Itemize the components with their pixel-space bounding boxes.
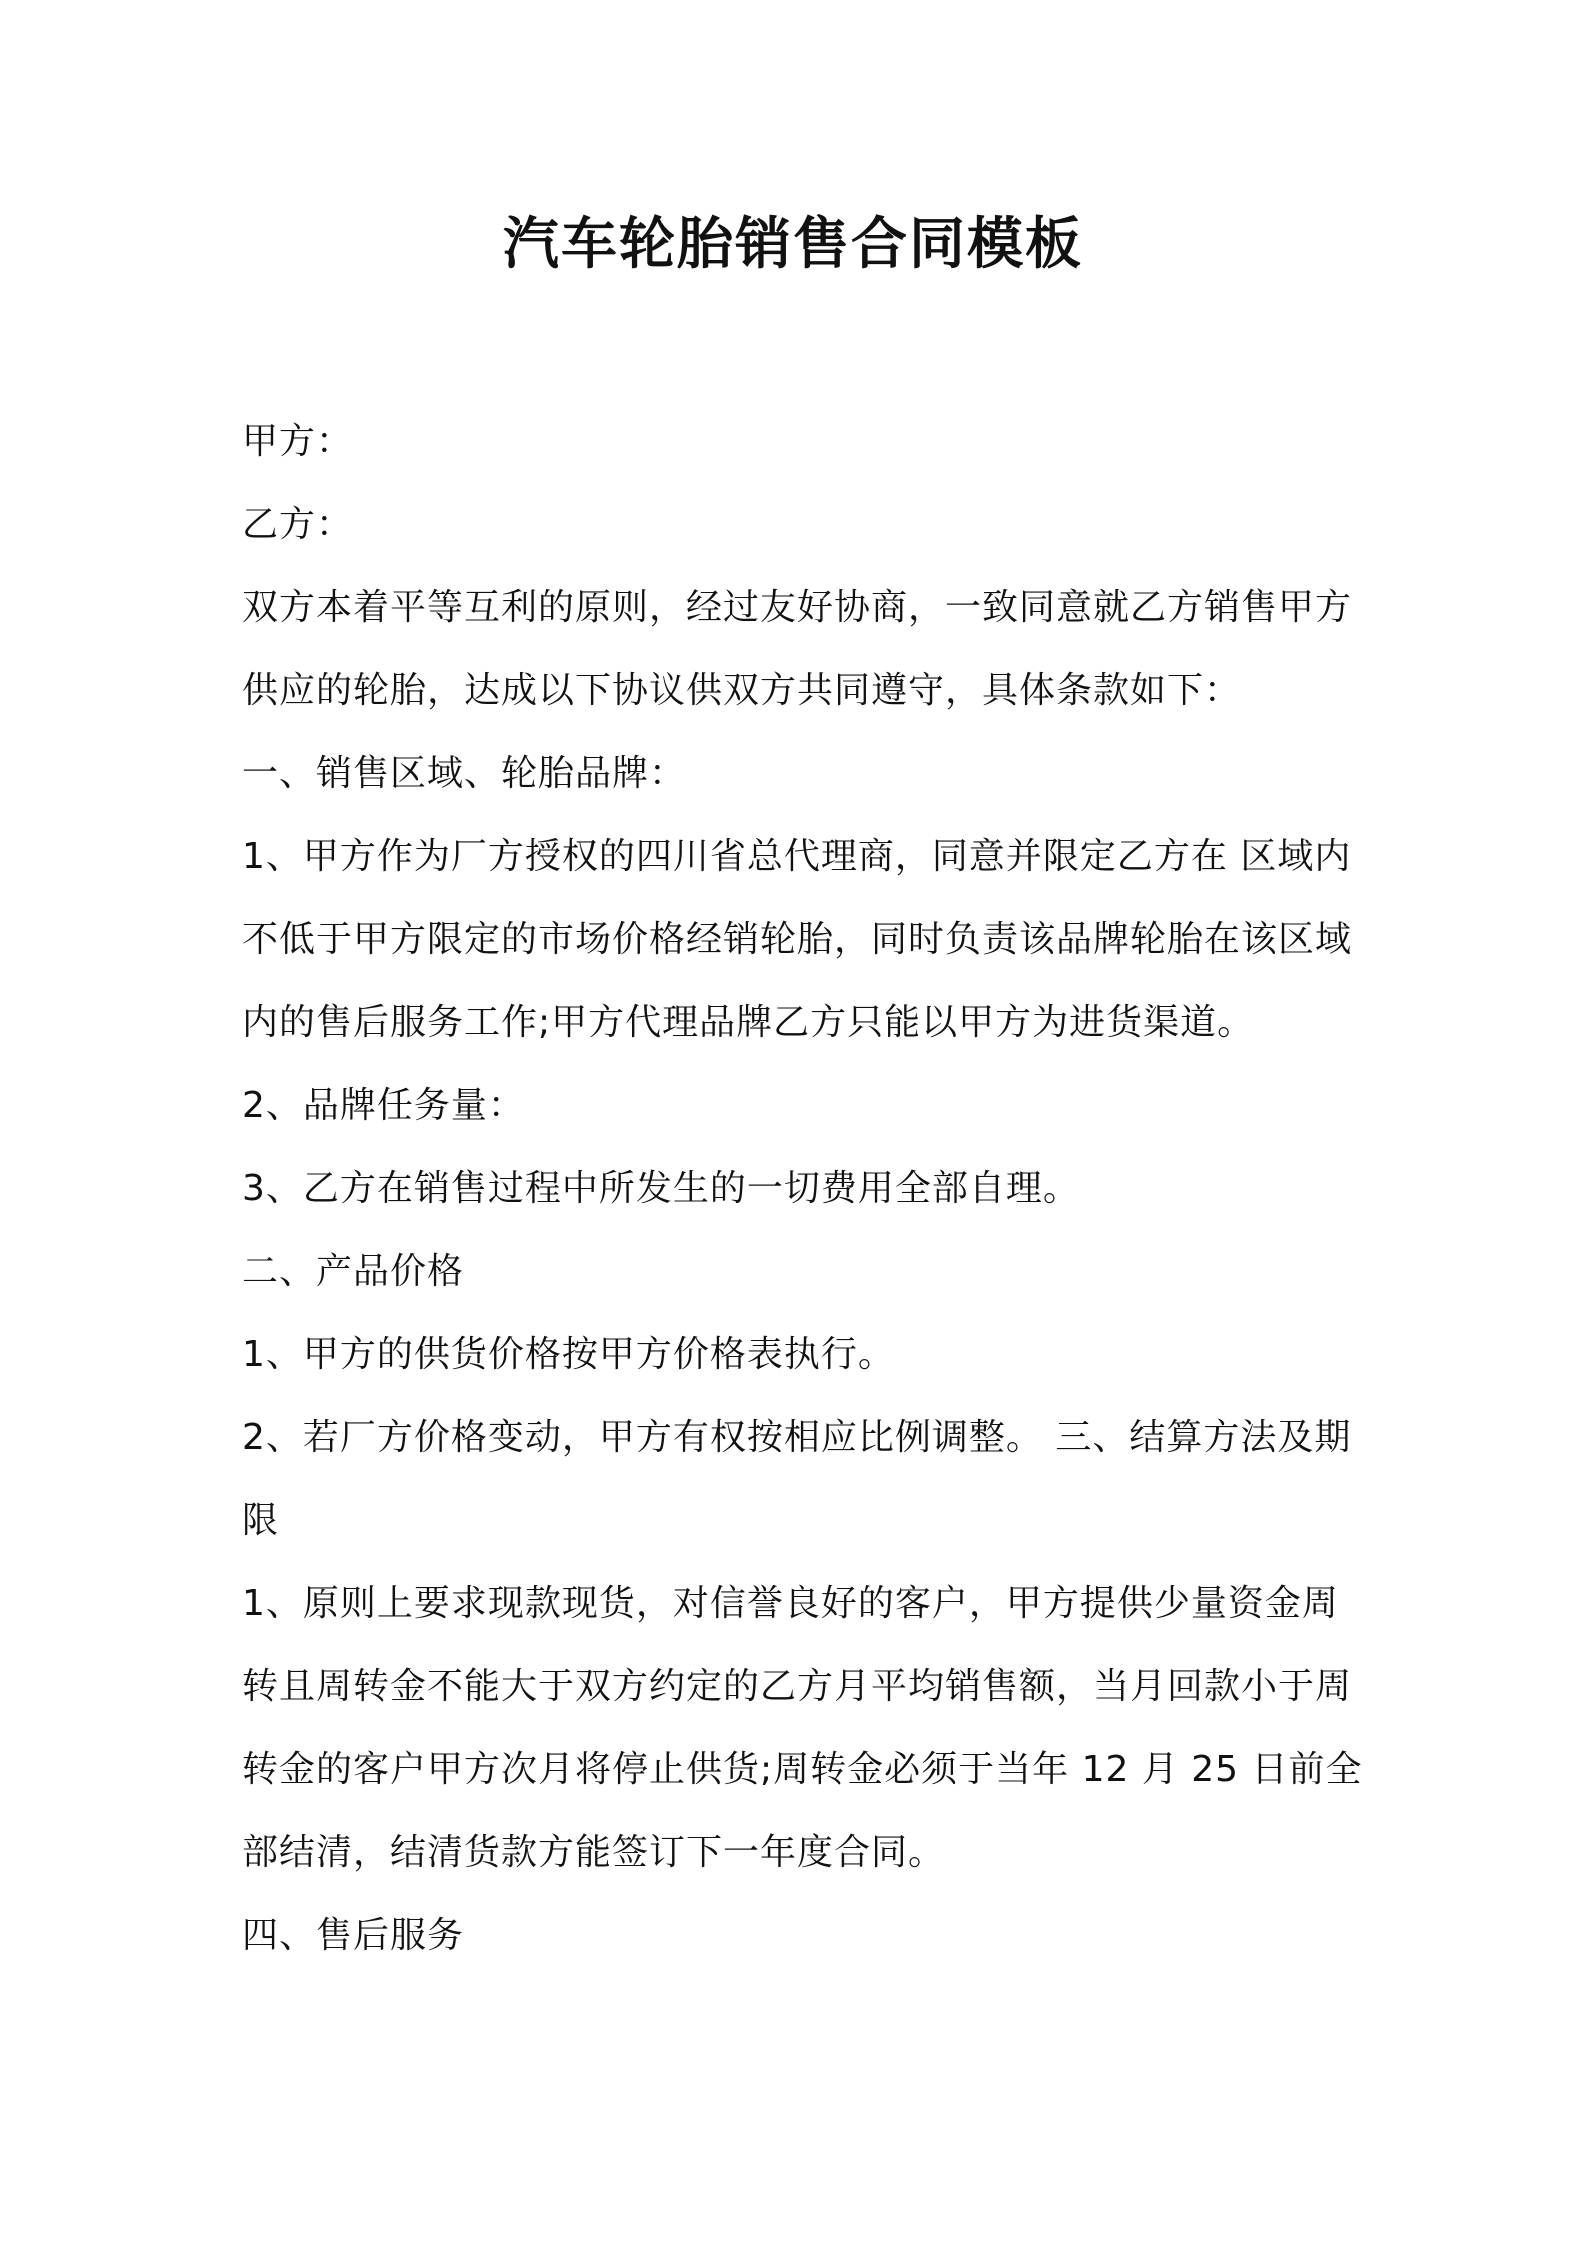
party-b-line: 乙方： — [242, 504, 354, 545]
clause-3-1-line-3: 转金的客户甲方次月将停止供货;周转金必须于当年 12 月 25 日前全 — [242, 1749, 1363, 1790]
document-body — [242, 400, 1363, 1977]
clause-2-2-line-2: 限 — [242, 1500, 280, 1541]
clause-3-1-line-1: 1、原则上要求现款现货，对信誉良好的客户，甲方提供少量资金周 — [242, 1583, 1339, 1624]
clause-1-1-line-1: 1、甲方作为厂方授权的四川省总代理商，同意并限定乙方在 区域内 — [242, 836, 1352, 877]
clause-2-1: 1、甲方的供货价格按甲方价格表执行。 — [242, 1334, 895, 1375]
section-heading-2: 二、产品价格 — [242, 1251, 465, 1292]
clause-1-3: 3、乙方在销售过程中所发生的一切费用全部自理。 — [242, 1168, 1080, 1209]
preamble-line-2: 供应的轮胎，达成以下协议供双方共同遵守，具体条款如下： — [242, 670, 1242, 711]
section-heading-4: 四、售后服务 — [242, 1915, 465, 1956]
section-heading-1: 一、销售区域、轮胎品牌： — [242, 753, 687, 794]
preamble-line-1: 双方本着平等互利的原则，经过友好协商，一致同意就乙方销售甲方 — [242, 587, 1353, 628]
clause-3-1-line-2: 转且周转金不能大于双方约定的乙方月平均销售额，当月回款小于周 — [242, 1666, 1353, 1707]
clause-3-1-line-4: 部结清，结清货款方能签订下一年度合同。 — [242, 1832, 946, 1873]
clause-1-2: 2、品牌任务量： — [242, 1085, 525, 1126]
clause-1-1-line-2: 不低于甲方限定的市场价格经销轮胎，同时负责该品牌轮胎在该区域 — [242, 919, 1353, 960]
party-a-line: 甲方： — [242, 421, 354, 462]
document-title: 汽车轮胎销售合同模板 — [503, 212, 1083, 277]
clause-2-2-line-1: 2、若厂方价格变动，甲方有权按相应比例调整。 三、结算方法及期 — [242, 1417, 1352, 1458]
clause-1-1-line-3: 内的售后服务工作;甲方代理品牌乙方只能以甲方为进货渠道。 — [242, 1002, 1255, 1043]
